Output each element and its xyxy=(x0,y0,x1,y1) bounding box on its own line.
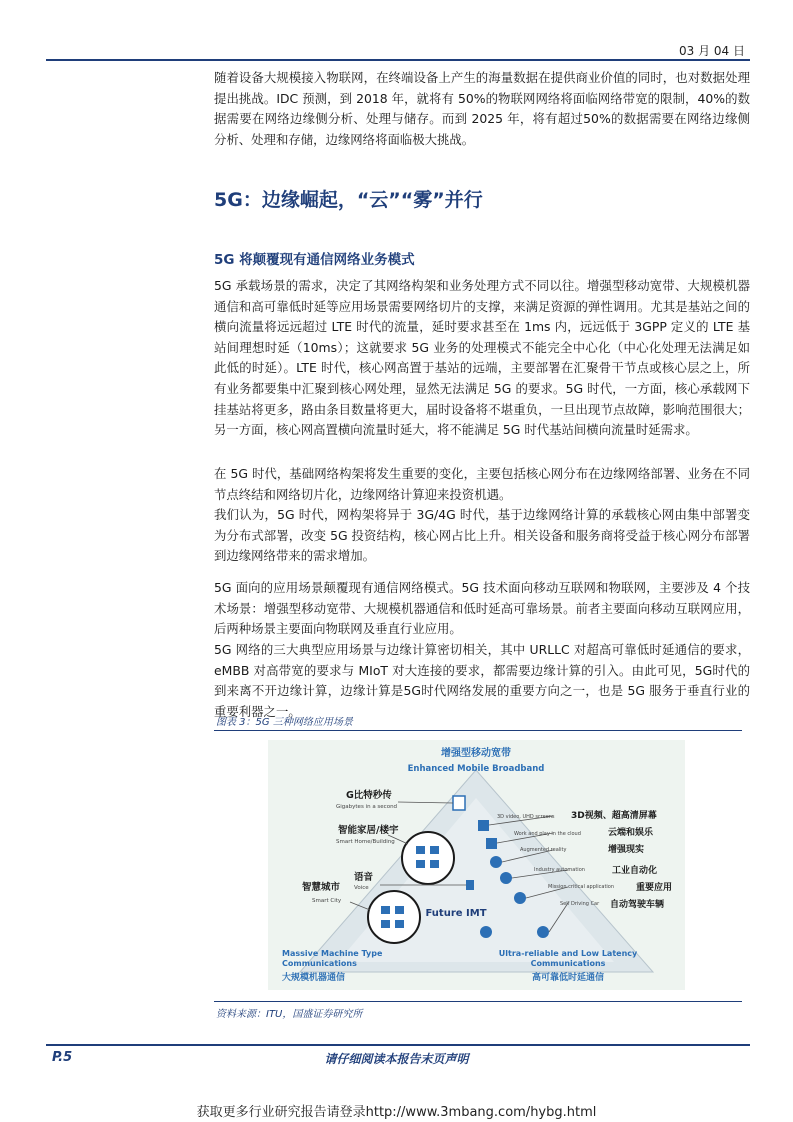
phone-icon xyxy=(453,796,465,810)
paragraph-scenarios: 5G 面向的应用场景颠覆现有通信网络模式。5G 技术面向移动互联网和物联网，主要涉及 4 个技术场景：增强型移动宽带、大规模机器通信和低时延高可靠场景。前者主要面向移动互联网应用，后两种场景主要面向物联网及垂直行业应用。 xyxy=(214,580,750,637)
paragraph-5g-demand: 5G 承载场景的需求，决定了其网络构架和业务处理方式不同以往。增强型移动宽带、大规模机器通信和高可靠低时延等应用场景需要网络切片的支撑，来满足资源的弹性调用。尤其是基站之间的横向流量将远远超过 LTE 时代的流量，延时要求甚至在 1ms 内，远远低于 3GPP 定义的 LTE 基站间理想时延（10ms）；这就要求 5G 业务的处理模式不能完全中心化（中心化处理无法满足如此低的时延）。LTE 时代，核心网高置于基站的远端，主要部署在汇聚骨干节点或核心层之上，所有业务都要集中汇聚到核心网处理，显然无法满足 5G 的要求。5G 时代，一方面，核心承载网下挂基站将更多，路由条目数量将更大，届时设备将不堪重负，一旦出现节点故障，影响范围很大；另一方面，核心网高置横向流量时延大，将不能满足 5G 时代基站间横向流量时延需求。 xyxy=(214,278,750,438)
mmtc-label-en-2: Communications xyxy=(282,959,357,968)
triangle-diagram xyxy=(268,740,685,990)
top-label-en: Enhanced Mobile Broadband xyxy=(407,764,545,774)
industry-icon xyxy=(500,872,512,884)
section-title: 5G：边缘崛起，“云”“雾”并行 xyxy=(214,189,483,211)
figure-bottom-rule xyxy=(214,1001,742,1002)
car-label-en: Self Driving Car xyxy=(560,901,600,907)
top-label-cn: 增强型移动宽带 xyxy=(441,748,511,759)
page-number: P.5 xyxy=(52,1050,73,1065)
cloud-label-cn: 云端和娱乐 xyxy=(608,828,654,838)
paragraph-network-change: 在 5G 时代，基础网络构架将发生重要的变化，主要包括核心网分布在边缘网络部署、业务在不同节点终结和网络切片化，边缘网络计算迎来投资机遇。 xyxy=(214,466,750,502)
car-icon xyxy=(537,926,549,938)
video-label-en: 3D video, UHD screens xyxy=(497,814,555,820)
city-label-en: Smart City xyxy=(312,898,342,904)
home-label-en: Smart Home/Building xyxy=(336,839,395,845)
industry-label-cn: 工业自动化 xyxy=(612,866,658,876)
device-icon xyxy=(430,860,439,868)
voice-icon xyxy=(466,880,474,890)
voice-label-cn: 语音 xyxy=(354,872,374,883)
gbps-label-cn: G比特秒传 xyxy=(346,790,392,801)
paragraph-edge-computing: 5G 网络的三大典型应用场景与边缘计算密切相关，其中 URLLC 对超高可靠低时延通信的要求，eMBB 对高带宽的要求与 MIoT 对大连接的要求，都需要边缘计算的引入。由此可见，5G时代的到来离不开边缘计算，边缘计算是5G时代网络发展的重要方向之一，也是 5G 服务于垂直行业的重要利器之一。 xyxy=(214,642,750,719)
cloud-label-en: Work and play in the cloud xyxy=(514,831,581,837)
urllc-label-en-2: Communications xyxy=(530,959,606,968)
city-label-cn: 智慧城市 xyxy=(302,882,341,893)
device-icon xyxy=(416,860,425,868)
center-label: Future IMT xyxy=(425,908,487,919)
mission-label-cn: 重要应用 xyxy=(636,883,673,893)
footer-rule xyxy=(46,1044,750,1046)
home-devices-circle xyxy=(402,832,454,884)
footer-disclaimer: 请仔细阅读本报告末页声明 xyxy=(324,1052,469,1066)
device-icon xyxy=(416,846,425,854)
device-icon xyxy=(381,906,390,914)
figure-top-rule xyxy=(214,730,742,731)
device-icon xyxy=(381,920,390,928)
ar-icon xyxy=(490,856,502,868)
subsection-title: 5G 将颠覆现有通信网络业务模式 xyxy=(214,252,415,268)
industry-label-en: Industry automation xyxy=(534,867,585,873)
cloud-icon xyxy=(486,838,497,849)
figure-5g-scenarios xyxy=(268,740,685,990)
device-icon xyxy=(430,846,439,854)
screen-icon xyxy=(478,820,489,831)
figure-source: 资料来源：ITU，国盛证券研究所 xyxy=(216,1009,363,1020)
bottom-link[interactable]: 获取更多行业研究报告请登录http://www.3mbang.com/hybg.html xyxy=(196,1105,597,1120)
voice-label-en: Voice xyxy=(354,885,369,891)
car-label-cn: 自动驾驶车辆 xyxy=(610,900,665,910)
device-icon xyxy=(395,906,404,914)
intro-paragraph: 随着设备大规模接入物联网，在终端设备上产生的海量数据在提供商业价值的同时，也对数据处理提出挑战。IDC 预测，到 2018 年，就将有 50%的物联网网络将面临网络带宽的限制，40%的数据需要在网络边缘侧分析、处理与储存。而到 2025 年，将有超过50%的数据需要在网络边缘侧分析、处理和存储，边缘网络将面临极大挑战。 xyxy=(214,70,750,147)
paragraph-our-view: 我们认为，5G 时代，网构架将异于 3G/4G 时代，基于边缘网络计算的承载核心网由集中部署变为分布式部署，改变 5G 投资结构，核心网占比上升。相关设备和服务商将受益于核心网分布部署到边缘网络带来的需求增加。 xyxy=(214,507,750,564)
device-icon xyxy=(395,920,404,928)
header-rule xyxy=(46,59,750,61)
header-date: 03 月 04 日 xyxy=(679,44,745,58)
sensor-icon xyxy=(480,926,492,938)
figure-caption: 图表 3：5G 三种网络应用场景 xyxy=(216,717,353,728)
urllc-label-cn: 高可靠低时延通信 xyxy=(531,973,605,983)
mission-icon xyxy=(514,892,526,904)
mmtc-label-en-1: Massive Machine Type xyxy=(282,949,383,958)
home-label-cn: 智能家居/楼宇 xyxy=(338,825,399,836)
mmtc-label-cn: 大规模机器通信 xyxy=(282,973,346,983)
ar-label-cn: 增强现实 xyxy=(608,845,645,855)
gbps-label-en: Gigabytes in a second xyxy=(336,804,398,810)
video-label-cn: 3D视频、超高清屏幕 xyxy=(571,811,657,821)
urllc-label-en-1: Ultra-reliable and Low Latency xyxy=(498,949,638,958)
mission-label-en: Mission critical application xyxy=(548,884,615,890)
city-devices-circle xyxy=(368,891,420,943)
ar-label-en: Augmented reality xyxy=(520,847,567,853)
